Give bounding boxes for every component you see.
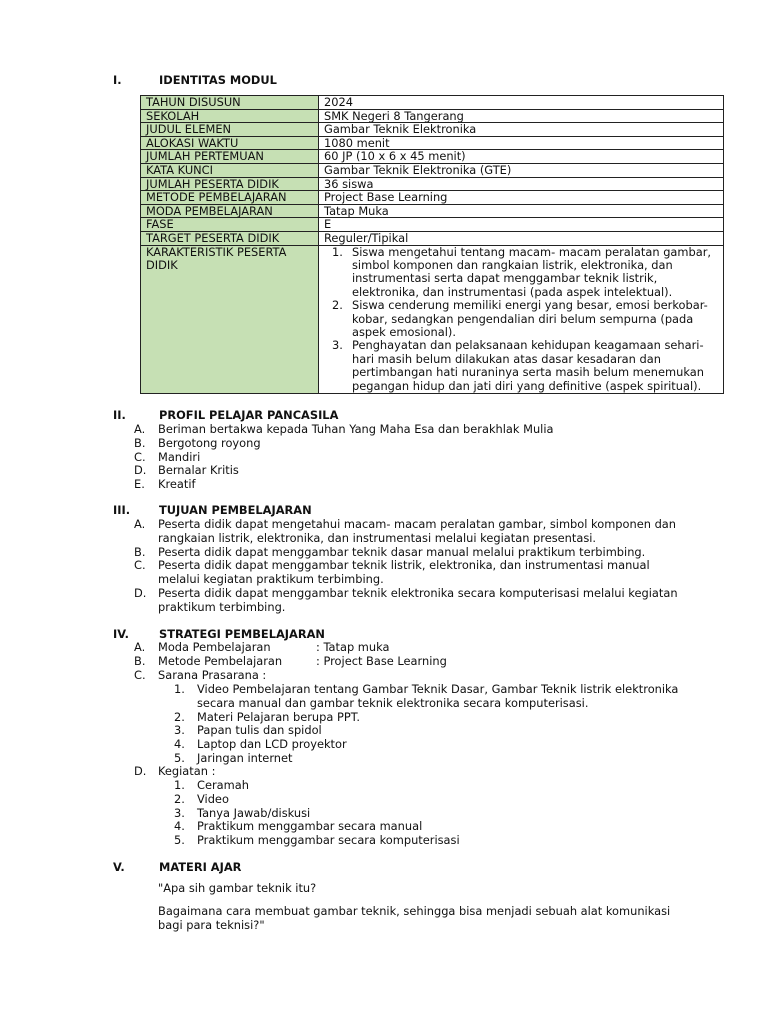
item-marker: C. [134, 449, 146, 464]
item-marker: A. [134, 422, 146, 436]
identitas-row [141, 204, 724, 218]
section-title: TUJUAN PEMBELAJARAN [159, 503, 312, 517]
sarana-item [0, 683, 768, 697]
section-title: IDENTITAS MODUL [159, 73, 277, 87]
item-marker: 4. [174, 737, 185, 752]
strategi-metode: B. Metode Pembelajaran : Project Base Learning [134, 654, 447, 668]
profil-item [0, 464, 768, 478]
section-number: V. [113, 860, 125, 874]
identitas-key: JUMLAH PERTEMUAN [141, 150, 319, 164]
sarana-item [0, 724, 768, 738]
item-marker: 4. [174, 819, 185, 834]
item-text: Siswa cenderung memiliki energi yang besar, emosi berkobar-kobar, sedangkan pengendalian diri belum sempurna (pada aspek emosional). [352, 298, 708, 339]
identitas-key: TARGET PESERTA DIDIK [141, 231, 319, 245]
identitas-key: FASE [141, 218, 319, 232]
identitas-value: 2024 [319, 96, 724, 110]
item-marker: E. [134, 477, 145, 492]
item-text: praktikum terbimbing. [158, 599, 286, 614]
item-text: Siswa mengetahui tentang macam- macam peralatan gambar, simbol komponen dan rangkaian listrik, elektronika, dan instrumentasi serta dapat menggambar teknik listrik, elektronika, dan instrumentasi (pada aspek intelektual). [352, 245, 712, 299]
sarana-item [0, 711, 768, 725]
identitas-value: Reguler/Tipikal [319, 231, 724, 245]
identitas-key: MODA PEMBELAJARAN [141, 204, 319, 218]
identitas-key: KATA KUNCI [141, 163, 319, 177]
item-text: Kreatif [158, 477, 196, 492]
item-text: Materi Pelajaran berupa PPT. [197, 709, 360, 724]
identitas-row [141, 136, 724, 150]
item-text: Peserta didik dapat menggambar teknik dasar manual melalui praktikum terbimbing. [158, 544, 646, 559]
item-text: Peserta didik dapat mengetahui macam- macam peralatan gambar, simbol komponen dan [158, 517, 676, 531]
identitas-key: KARAKTERISTIK PESERTA DIDIK [141, 245, 319, 393]
item-marker: A. [134, 517, 146, 531]
item-text: Peserta didik dapat menggambar teknik listrik, elektronika, dan instrumentasi manual [158, 558, 650, 573]
karakteristik-item [324, 299, 719, 339]
identitas-value: E [319, 218, 724, 232]
item-number: 2. [332, 298, 343, 313]
tujuan-item [0, 559, 768, 573]
item-text: Peserta didik dapat menggambar teknik elektronika secara komputerisasi melalui kegiatan [158, 586, 678, 600]
item-marker: D. [134, 586, 147, 600]
item-text: Bernalar Kritis [158, 463, 239, 478]
materi-paragraph-2-line-2: bagi para teknisi?" [158, 918, 265, 932]
item-text: Laptop dan LCD proyektor [197, 737, 347, 752]
identitas-row [141, 191, 724, 205]
identitas-value: Gambar Teknik Elektronika (GTE) [319, 163, 724, 177]
item-marker: 3. [174, 805, 185, 820]
identitas-value: Gambar Teknik Elektronika [319, 123, 724, 137]
kegiatan-item [0, 779, 768, 793]
item-marker: B. [134, 435, 146, 450]
strategi-moda: A. Moda Pembelajaran : Tatap muka [134, 640, 390, 654]
materi-paragraph-2-line-1: Bagaimana cara membuat gambar teknik, sehingga bisa menjadi sebuah alat komunikasi [158, 904, 671, 918]
karakteristik-item [324, 339, 719, 393]
item-marker: B. [134, 544, 146, 559]
section-title: MATERI AJAR [159, 860, 242, 874]
karakteristik-item [324, 246, 719, 300]
identitas-row [141, 109, 724, 123]
profil-item [0, 423, 768, 437]
identitas-value: 60 JP (10 x 6 x 45 menit) [319, 150, 724, 164]
identitas-value: Tatap Muka [319, 204, 724, 218]
item-text: Video [197, 791, 229, 806]
strategi-kegiatan: D. Kegiatan : [134, 764, 216, 778]
item-marker: 3. [174, 723, 185, 738]
identitas-key: SEKOLAH [141, 109, 319, 123]
section-title: STRATEGI PEMBELAJARAN [159, 627, 325, 641]
identitas-key: JUMLAH PESERTA DIDIK [141, 177, 319, 191]
profil-item [0, 437, 768, 451]
item-marker: 1. [174, 778, 185, 792]
identitas-value: 1080 menit [319, 136, 724, 150]
section-number: I. [113, 73, 122, 87]
identitas-row [141, 218, 724, 232]
item-number: 1. [332, 245, 343, 259]
identitas-row [141, 177, 724, 191]
tujuan-item [0, 587, 768, 601]
identitas-key: TAHUN DISUSUN [141, 96, 319, 110]
section-number: IV. [113, 627, 129, 641]
identitas-row [141, 150, 724, 164]
profil-item [0, 451, 768, 465]
item-number: 3. [332, 338, 343, 353]
identitas-value [319, 245, 724, 393]
item-marker: C. [134, 558, 146, 573]
item-marker: 5. [174, 833, 185, 848]
item-marker: 2. [174, 791, 185, 806]
section-number: III. [113, 503, 131, 517]
identitas-key: ALOKASI WAKTU [141, 136, 319, 150]
identitas-value: 36 siswa [319, 177, 724, 191]
item-marker: 5. [174, 751, 185, 765]
strategi-sarana: C. Sarana Prasarana : [134, 668, 267, 682]
identitas-row-karakteristik [141, 245, 724, 393]
identitas-value: SMK Negeri 8 Tangerang [319, 109, 724, 123]
item-text: secara manual dan gambar teknik elektronika secara komputerisasi. [197, 695, 589, 710]
item-text: Tanya Jawab/diskusi [197, 805, 311, 820]
profil-item [0, 478, 768, 492]
item-text: rangkaian listrik, elektronika, dan instrumentasi melalui kegiatan presentasi. [158, 530, 597, 545]
karakteristik-list [324, 246, 719, 393]
item-text: Praktikum menggambar secara komputerisasi [197, 833, 460, 848]
identitas-key: METODE PEMBELAJARAN [141, 191, 319, 205]
tujuan-item-continuation [0, 532, 768, 546]
section-title: PROFIL PELAJAR PANCASILA [159, 408, 339, 422]
section-number: II. [113, 408, 126, 422]
kegiatan-item [0, 793, 768, 807]
item-text: Mandiri [158, 449, 201, 464]
identitas-row [141, 231, 724, 245]
item-marker: 2. [174, 709, 185, 724]
identitas-row [141, 96, 724, 110]
item-text: Praktikum menggambar secara manual [197, 819, 423, 834]
item-text: Beriman bertakwa kepada Tuhan Yang Maha Esa dan berakhlak Mulia [158, 422, 554, 436]
item-text: Penghayatan dan pelaksanaan kehidupan keagamaan sehari-hari masih belum dilakukan atas dasar kesadaran dan pertimbangan hati nuraninya serta masih belum menemukan pegangan hidup dan jati diri yang definitive (aspek spiritual). [352, 338, 704, 393]
sarana-item-continuation [0, 697, 768, 711]
item-text: Ceramah [197, 778, 249, 792]
identitas-row [141, 123, 724, 137]
identitas-value: Project Base Learning [319, 191, 724, 205]
sarana-item [0, 738, 768, 752]
identitas-key: JUDUL ELEMEN [141, 123, 319, 137]
item-marker: 1. [174, 682, 185, 696]
tujuan-item-continuation [0, 601, 768, 615]
identitas-row [141, 163, 724, 177]
item-text: Bergotong royong [158, 435, 261, 450]
tujuan-item [0, 518, 768, 532]
materi-paragraph-1: "Apa sih gambar teknik itu? [158, 881, 317, 895]
sarana-item [0, 752, 768, 766]
kegiatan-item [0, 834, 768, 848]
item-text: Papan tulis dan spidol [197, 723, 322, 738]
item-marker: D. [134, 463, 147, 478]
item-text: melalui kegiatan praktikum terbimbing. [158, 572, 384, 587]
identitas-table [140, 95, 724, 394]
item-text: Video Pembelajaran tentang Gambar Teknik Dasar, Gambar Teknik listrik elektronika [197, 682, 679, 696]
item-text: Jaringan internet [197, 751, 293, 765]
